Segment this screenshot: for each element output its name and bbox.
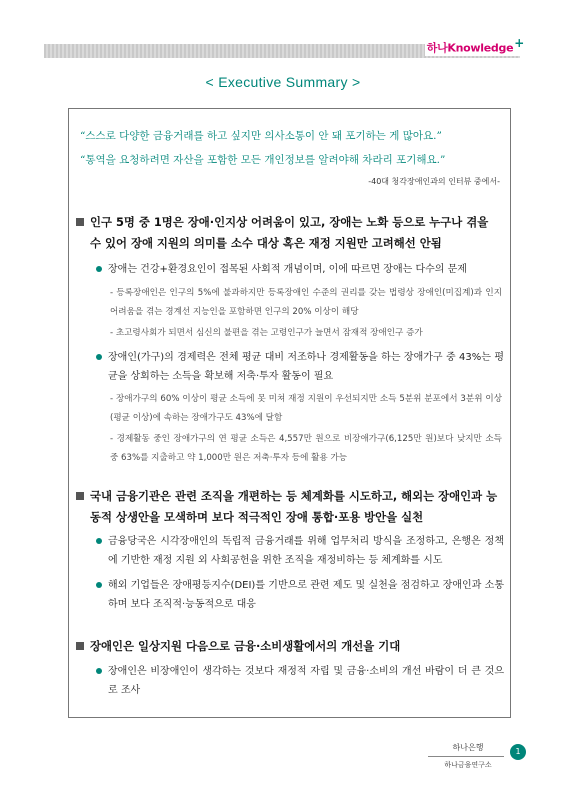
bullet-1-1: 장애는 건강+환경요인이 접목된 사회적 개념이며, 이에 따르면 장애는 다수의 문제 bbox=[108, 260, 504, 279]
brand-logo: 하나Knowledge+ bbox=[426, 36, 524, 55]
bullet-2-1: 금융당국은 시각장애인의 독립적 금융거래를 위해 업무처리 방식을 조정하고, 은행은 정책에 기반한 재정 지원 외 사회공헌을 위한 조직을 재정비하는 등 체계화를 시도 bbox=[108, 532, 504, 570]
section-heading-3: 장애인은 일상지원 다음으로 금융·소비생활에서의 개선을 기대 bbox=[90, 636, 502, 657]
square-bullet-icon bbox=[76, 642, 84, 650]
footer-divider bbox=[428, 756, 504, 757]
bullet-3-1: 장애인은 비장애인이 생각하는 것보다 재정적 자립 및 금융·소비의 개선 바람이 더 큰 것으로 조사 bbox=[108, 662, 504, 700]
dot-bullet-icon bbox=[96, 266, 102, 272]
square-bullet-icon bbox=[76, 492, 84, 500]
square-bullet-icon bbox=[76, 218, 84, 226]
interview-quote-1: “스스로 다양한 금융거래를 하고 싶지만 의사소통이 안 돼 포기하는 게 많아요.” bbox=[80, 130, 442, 142]
page-number: 1 bbox=[510, 744, 526, 760]
footer-bank-name: 하나은행 bbox=[452, 743, 484, 752]
interview-quote-2: “통역을 요청하려면 자산을 포함한 모든 개인정보를 알려야해 차라리 포기해요.” bbox=[80, 154, 446, 166]
dot-bullet-icon bbox=[96, 582, 102, 588]
bullet-2-2: 해외 기업들은 장애평등지수(DEI)를 기반으로 관련 제도 및 실천을 점검하고 장애인과 소통하며 보다 조직적·능동적으로 대응 bbox=[108, 576, 504, 614]
dot-bullet-icon bbox=[96, 668, 102, 674]
section-heading-1: 인구 5명 중 1명은 장애·인지상 어려움이 있고, 장애는 노화 등으로 누구나 겪을 수 있어 장애 지원의 의미를 소수 대상 혹은 재정 지원만 고려해선 안됨 bbox=[90, 212, 502, 254]
sub-item-1-1-1: - 등록장애인은 인구의 5%에 불과하지만 등록장애인 수준의 권리를 갖는 법령상 장애인(미집계)과 인지 어려움을 겪는 경계선 지능인을 포함하면 인구의 20% 이상이 해당 bbox=[110, 288, 502, 317]
sub-item-1-2-2: - 경제활동 중인 장애가구의 연 평균 소득은 4,557만 원으로 비장애가구(6,125만 원)보다 낮지만 소득 중 63%를 지출하고 약 1,000만 원은 저축·투자 등에 활용 가능 bbox=[110, 434, 502, 463]
footer-institute-name: 하나금융연구소 bbox=[444, 761, 492, 769]
dot-bullet-icon bbox=[96, 354, 102, 360]
section-heading-2: 국내 금융기관은 관련 조직을 개편하는 등 체계화를 시도하고, 해외는 장애인과 능동적 상생안을 모색하며 보다 적극적인 장애 통합·포용 방안을 실천 bbox=[90, 486, 502, 528]
sub-item-1-1-2: - 초고령사회가 되면서 심신의 불편을 겪는 고령인구가 늘면서 잠재적 장애인구 증가 bbox=[110, 328, 423, 338]
page-title: < Executive Summary > bbox=[205, 74, 361, 90]
quote-source: -40대 청각장애인과의 인터뷰 중에서- bbox=[368, 177, 500, 186]
dot-bullet-icon bbox=[96, 538, 102, 544]
bullet-1-2: 장애인(가구)의 경제력은 전체 평균 대비 저조하나 경제활동을 하는 장애가구 중 43%는 평균을 상회하는 소득을 확보해 저축·투자 활동이 필요 bbox=[108, 348, 504, 386]
sub-item-1-2-1: - 장애가구의 60% 이상이 평균 소득에 못 미쳐 재정 지원이 우선되지만 소득 5분위 분포에서 3분위 이상(평균 이상)에 속하는 장애가구도 43%에 달함 bbox=[110, 394, 502, 423]
